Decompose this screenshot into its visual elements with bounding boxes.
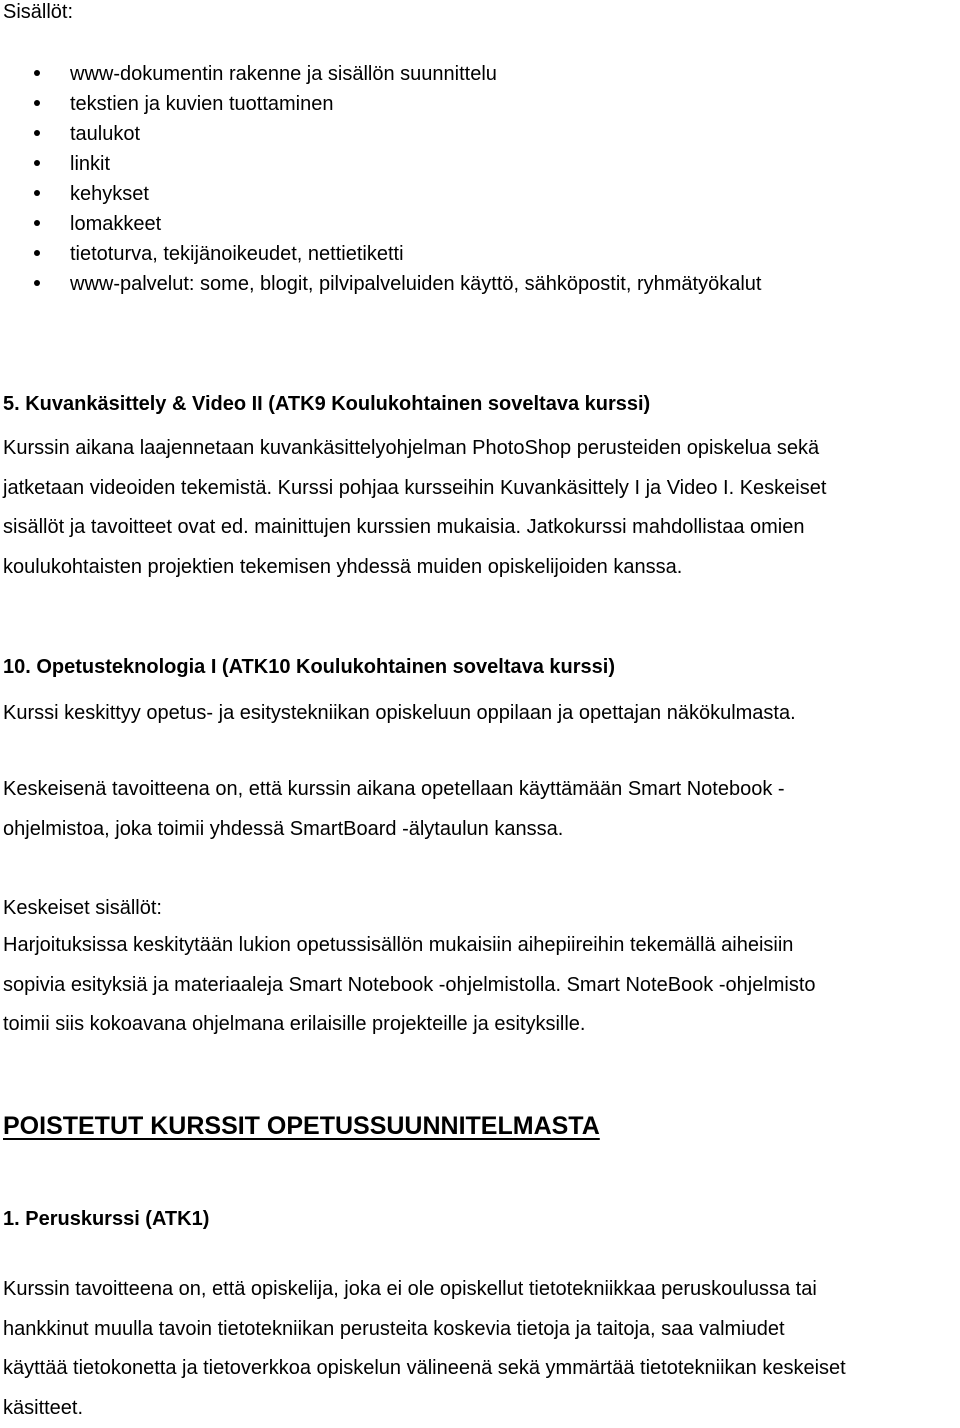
bullet-icon [34, 100, 40, 106]
paragraph-line: ohjelmistoa, joka toimii yhdessä SmartBoard -älytaulun kanssa. [3, 810, 953, 850]
paragraph-line: Kurssin aikana laajennetaan kuvankäsittelyohjelman PhotoShop perusteiden opiskelua sekä [3, 429, 953, 469]
paragraph-line: Kurssin tavoitteena on, että opiskelija, joka ei ole opiskellut tietotekniikkaa peruskoulussa tai [3, 1270, 953, 1310]
course10-heading: 10. Opetusteknologia I (ATK10 Koulukohtainen soveltava kurssi) [3, 655, 615, 679]
paragraph-line: koulukohtaisten projektien tekemisen yhdessä muiden opiskelijoiden kanssa. [3, 548, 953, 588]
contents-list [0, 62, 761, 302]
removed-courses-heading: POISTETUT KURSSIT OPETUSSUUNNITELMASTA [3, 1112, 600, 1141]
course10-contents-label: Keskeiset sisällöt: [3, 896, 162, 920]
course5-heading: 5. Kuvankäsittely & Video II (ATK9 Koulukohtainen soveltava kurssi) [3, 392, 650, 416]
paragraph-line: toimii siis kokoavana ohjelmana erilaisille projekteille ja esityksille. [3, 1005, 953, 1045]
list-item: linkit [0, 152, 761, 182]
contents-label: Sisällöt: [3, 0, 73, 24]
list-item: kehykset [0, 182, 761, 212]
list-item: tietoturva, tekijänoikeudet, nettietiketti [0, 242, 761, 272]
list-item: www-dokumentin rakenne ja sisällön suunnittelu [0, 62, 761, 92]
course1-description [3, 1270, 953, 1428]
course1-heading: 1. Peruskurssi (ATK1) [3, 1207, 209, 1231]
bullet-icon [34, 220, 40, 226]
paragraph-line: Keskeisenä tavoitteena on, että kurssin aikana opetellaan käyttämään Smart Notebook - [3, 770, 953, 810]
bullet-icon [34, 280, 40, 286]
course10-goal [3, 770, 953, 849]
bullet-icon [34, 130, 40, 136]
bullet-icon [34, 190, 40, 196]
list-item: tekstien ja kuvien tuottaminen [0, 92, 761, 122]
bullet-icon [34, 250, 40, 256]
paragraph-line: käsitteet. [3, 1389, 953, 1428]
paragraph-line: Harjoituksissa keskitytään lukion opetussisällön mukaisiin aihepiireihin tekemällä aiheisiin [3, 926, 953, 966]
course10-contents [3, 926, 953, 1045]
bullet-icon [34, 70, 40, 76]
list-item: taulukot [0, 122, 761, 152]
paragraph-line: hankkinut muulla tavoin tietotekniikan perusteita koskevia tietoja ja taitoja, saa valmiudet [3, 1310, 953, 1350]
paragraph-line: käyttää tietokonetta ja tietoverkkoa opiskelun välineenä sekä ymmärtää tietotekniikan keskeiset [3, 1349, 953, 1389]
paragraph-line: sisällöt ja tavoitteet ovat ed. mainittujen kurssien mukaisia. Jatkokurssi mahdollistaa omien [3, 508, 953, 548]
paragraph-line: jatketaan videoiden tekemistä. Kurssi pohjaa kursseihin Kuvankäsittely I ja Video I. Keskeiset [3, 469, 953, 509]
list-item: www-palvelut: some, blogit, pilvipalveluiden käyttö, sähköpostit, ryhmätyökalut [0, 272, 761, 302]
paragraph-line: sopivia esityksiä ja materiaaleja Smart Notebook -ohjelmistolla. Smart NoteBook -ohjelmisto [3, 966, 953, 1006]
course10-intro: Kurssi keskittyy opetus- ja esitystekniikan opiskeluun oppilaan ja opettajan näkökulmasta. [3, 701, 796, 725]
course5-description [3, 429, 953, 587]
list-item: lomakkeet [0, 212, 761, 242]
bullet-icon [34, 160, 40, 166]
